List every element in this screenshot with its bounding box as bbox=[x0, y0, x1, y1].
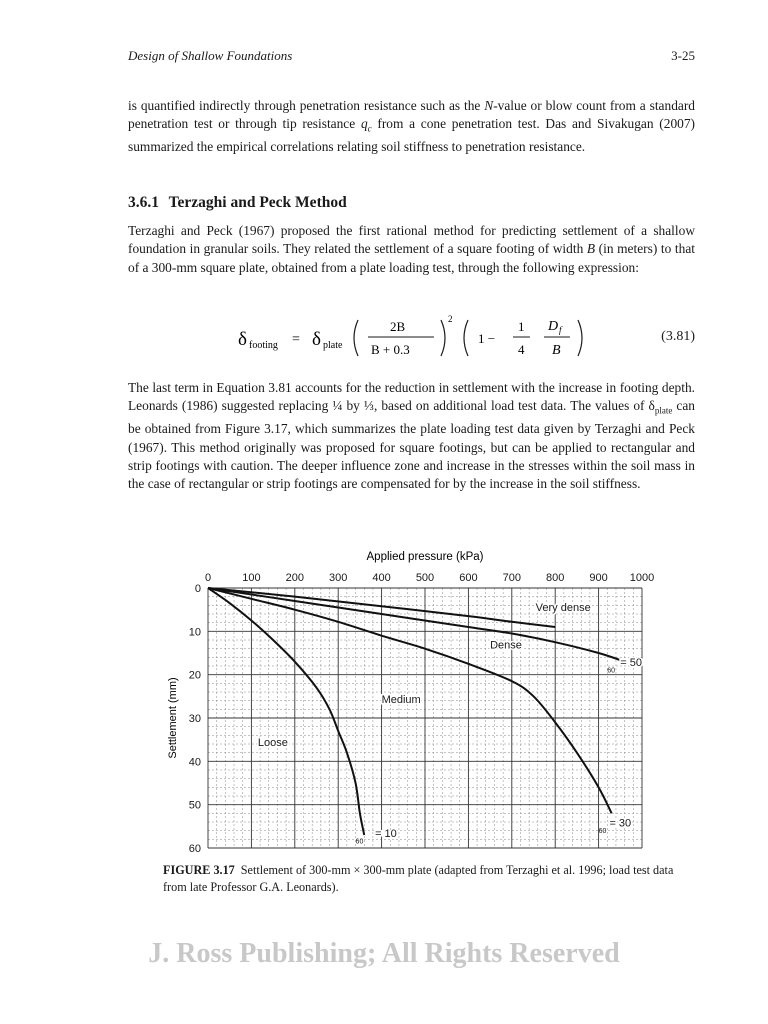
running-header-title: Design of Shallow Foundations bbox=[128, 48, 293, 63]
annotation-label: = 50 bbox=[620, 657, 643, 669]
x-tick-label: 400 bbox=[372, 572, 391, 584]
x-tick-label: 300 bbox=[329, 572, 348, 584]
annotation-label: Loose bbox=[257, 737, 288, 750]
x-axis-label: Applied pressure (kPa) bbox=[366, 551, 484, 563]
figure-caption bbox=[163, 862, 683, 896]
y-tick-label: 50 bbox=[188, 799, 201, 812]
y-tick-label: 60 bbox=[188, 843, 201, 855]
x-tick-label: 500 bbox=[415, 572, 435, 584]
y-tick-label: 40 bbox=[188, 756, 201, 769]
eq-equals: = bbox=[292, 332, 300, 347]
annotation-label: = 10 bbox=[375, 828, 397, 841]
eq-frac1-num: 2B bbox=[390, 319, 406, 334]
section-heading bbox=[128, 194, 347, 212]
equation-number: (3.81) bbox=[661, 329, 695, 344]
eq-delta-rhs: δ bbox=[312, 329, 321, 350]
x-tick-label: 600 bbox=[459, 572, 478, 584]
y-tick-label: 30 bbox=[188, 713, 201, 725]
x-tick-label: 700 bbox=[502, 572, 521, 584]
eq-frac1-den: B + 0.3 bbox=[371, 342, 410, 357]
annotation-label: Medium bbox=[381, 693, 421, 706]
x-tick-label: 100 bbox=[242, 572, 261, 584]
x-tick-label: 200 bbox=[285, 572, 304, 584]
eq-frac3-num-sub: f bbox=[559, 325, 562, 335]
eq-sub-plate: plate bbox=[323, 340, 343, 351]
eq-paren-open-2 bbox=[464, 320, 468, 356]
n60-subscript: 60 bbox=[607, 667, 616, 675]
x-tick-label: 900 bbox=[589, 572, 608, 584]
axis-ticks bbox=[189, 572, 654, 855]
eq-frac2-num: 1 bbox=[518, 319, 525, 334]
x-tick-label: 1000 bbox=[629, 572, 655, 584]
eq-delta-lhs: δ bbox=[238, 329, 247, 350]
equation-svg bbox=[128, 310, 695, 366]
eq-frac2-den: 4 bbox=[518, 342, 525, 357]
eq-one-minus: 1 − bbox=[478, 331, 496, 346]
x-tick-label: 800 bbox=[546, 572, 565, 584]
n60-subscript: 60 bbox=[598, 827, 607, 835]
eq-paren-open-1 bbox=[354, 320, 358, 356]
x-tick-label: 0 bbox=[204, 572, 212, 584]
annotation-label: Very dense bbox=[535, 601, 591, 614]
eq-exponent: 2 bbox=[448, 314, 453, 324]
section-paragraph: Terzaghi and Peck (1967) proposed the first rational method for predicting settlement of a shallow foundation in granular soils. They related the settlement of a square footing of width B (in meters) to that of a 300-mm square plate, obtained from a plate loading test, through the following expression: bbox=[128, 223, 695, 275]
eq-paren-close-2 bbox=[578, 320, 582, 356]
y-tick-label: 20 bbox=[188, 669, 201, 682]
page-number: 3-25 bbox=[671, 48, 695, 63]
y-tick-label: 0 bbox=[194, 583, 201, 595]
section-number: 3.6.1 bbox=[128, 194, 159, 211]
annotation-label: = 30 bbox=[609, 817, 632, 830]
eq-frac3-num: D bbox=[548, 319, 559, 334]
figure-3-17 bbox=[0, 540, 768, 860]
section-title: Terzaghi and Peck Method bbox=[168, 194, 347, 211]
copyright-watermark: J. Ross Publishing; All Rights Reserved bbox=[148, 938, 620, 969]
eq-sub-footing: footing bbox=[249, 340, 278, 351]
equation-3-81 bbox=[128, 310, 695, 366]
n60-subscript: 60 bbox=[355, 838, 364, 846]
eq-paren-close-1 bbox=[441, 320, 445, 356]
intro-paragraph: is quantified indirectly through penetration resistance such as the N-value or blow count from a standard penetration test or through tip resistance $q_c$ from a cone penetration test. Das and Sivakugan (2007) summarized the empirical correlations relating soil stiffness to penetration resistance. bbox=[128, 98, 695, 155]
annotation-label: Dense bbox=[490, 639, 522, 652]
settlement-chart bbox=[0, 540, 768, 860]
y-tick-label: 10 bbox=[188, 626, 201, 639]
caption-text: Settlement of 300-mm × 300-mm plate (adapted from Terzaghi et al. 1996; load test data from late Professor G.A. Leonards). bbox=[163, 863, 674, 894]
major-grid bbox=[208, 588, 642, 848]
y-axis-label: Settlement (mm) bbox=[167, 677, 179, 759]
body-paragraph: The last term in Equation 3.81 accounts for the reduction in settlement with the increase in footing depth. Leonards (1986) suggested replacing ¼ by ⅓, based on additional load test data. The values of $\delta_{plate}$ can be obtained from Figure 3.17, which summarizes the plate loading test data given by Terzaghi and Peck (1967). This method originally was proposed for square footings, but can be applied to rectangular and strip footings with caution. The deeper influence zone and increase in the stresses within the soil mass in the case of rectangular or strip footings are compensated for by the increase in the soil stiffness. bbox=[128, 380, 695, 492]
eq-frac3-den: B bbox=[552, 343, 561, 358]
caption-label: FIGURE 3.17 bbox=[163, 863, 235, 877]
curve-annotations bbox=[258, 602, 642, 846]
